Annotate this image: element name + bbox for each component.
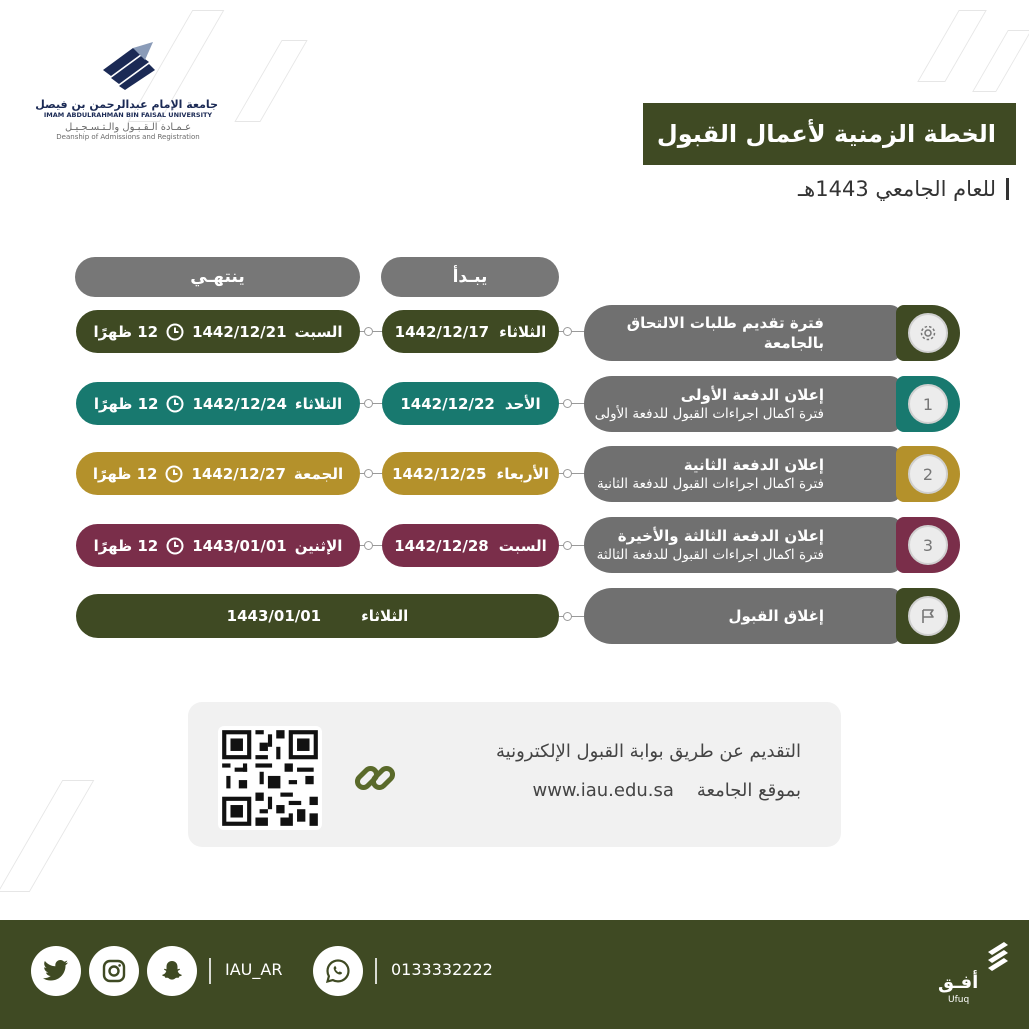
portal-url-link[interactable]: www.iau.edu.sa — [532, 780, 674, 801]
timeline-label — [584, 588, 902, 644]
start-date: 1442/12/28 — [394, 536, 489, 555]
start-day: الثلاثاء — [499, 322, 547, 341]
timeline-label-sub: فترة اكمال اجراءات القبول للدفعة الثالثة — [596, 546, 824, 563]
column-header-end-label: ينتهـي — [190, 267, 245, 287]
university-name-ar: جامعة الإمام عبدالرحمن بن فيصل — [35, 98, 218, 111]
end-date: 1443/01/01 — [192, 536, 287, 555]
flag-icon — [908, 596, 948, 636]
decorative-shape — [234, 40, 307, 122]
social-handle: IAU_AR — [225, 960, 283, 979]
ufuq-logo — [936, 940, 1016, 1010]
timeline-label-main: فترة تقديم طلبات الالتحاق بالجامعة — [626, 314, 824, 352]
instagram-icon — [102, 959, 126, 983]
gear-icon — [908, 313, 948, 353]
end-date-pill — [76, 310, 360, 353]
column-header-end — [75, 257, 360, 297]
step-number-badge: 1 — [908, 384, 948, 424]
timeline-label — [584, 446, 902, 502]
qr-code[interactable] — [218, 726, 322, 830]
end-date-pill — [76, 524, 360, 567]
timeline-label — [584, 376, 902, 432]
start-date-pill — [382, 524, 559, 567]
end-day: الثلاثاء — [294, 394, 343, 413]
decorative-shape — [917, 10, 987, 82]
end-day: الإثنين — [294, 536, 343, 555]
timeline-label-main: إعلان الدفعة الثالثة والأخيرة — [617, 526, 824, 545]
end-date-pill — [76, 382, 360, 425]
link-icon — [352, 755, 398, 801]
decorative-shape — [0, 780, 94, 892]
whatsapp-button[interactable] — [313, 946, 363, 996]
start-date-pill — [382, 452, 559, 495]
start-day: الأحد — [504, 394, 541, 413]
footer-divider — [209, 958, 211, 984]
column-header-start-label: يبـدأ — [452, 267, 488, 287]
page-subtitle: للعام الجامعي 1443هـ — [798, 178, 1009, 200]
snapchat-icon — [160, 959, 184, 983]
end-time: 12 ظهرًا — [93, 394, 159, 413]
start-day: السبت — [498, 536, 547, 555]
end-date: 1442/12/24 — [192, 394, 287, 413]
clock-icon — [166, 537, 184, 555]
deanship-name-en: Deanship of Admissions and Registration — [56, 133, 200, 141]
portal-website-line — [532, 780, 801, 801]
closing-day: الثلاثاء — [361, 607, 409, 625]
timeline-label-main: إعلان الدفعة الأولى — [680, 385, 824, 404]
column-header-start — [381, 257, 559, 297]
clock-icon — [165, 465, 183, 483]
timeline-label — [584, 305, 902, 361]
university-logo — [35, 40, 218, 160]
closing-date-pill — [76, 594, 559, 638]
start-date: 1442/12/25 — [392, 464, 487, 483]
university-name-en: IMAM ABDULRAHMAN BIN FAISAL UNIVERSITY — [43, 111, 213, 119]
timeline-label-main: إغلاق القبول — [728, 607, 824, 625]
timeline-label — [584, 517, 902, 573]
end-day: السبت — [294, 322, 343, 341]
twitter-button[interactable] — [31, 946, 81, 996]
timeline-label-sub: فترة اكمال اجراءات القبول للدفعة الثانية — [596, 475, 824, 492]
instagram-button[interactable] — [89, 946, 139, 996]
start-day: الأربعاء — [496, 464, 549, 483]
timeline-label-sub: فترة اكمال اجراءات القبول للدفعة الأولى — [594, 405, 824, 422]
end-time: 12 ظهرًا — [92, 464, 158, 483]
university-emblem-icon — [93, 40, 163, 98]
phone-number[interactable]: 0133332222 — [391, 960, 493, 979]
footer-divider — [375, 958, 377, 984]
portal-website-prefix: بموقع الجامعة — [696, 780, 801, 801]
page-title — [643, 103, 1016, 165]
clock-icon — [166, 395, 184, 413]
start-date-pill — [382, 382, 559, 425]
end-date: 1442/12/27 — [191, 464, 286, 483]
decorative-shape — [972, 30, 1029, 92]
start-date: 1442/12/22 — [400, 394, 495, 413]
closing-date: 1443/01/01 — [226, 607, 322, 625]
step-number-badge: 3 — [908, 525, 948, 565]
snapchat-button[interactable] — [147, 946, 197, 996]
whatsapp-icon — [325, 958, 351, 984]
deanship-name-ar: عـمـادة الـقـبـول والـتـسـجـيـل — [64, 122, 192, 133]
end-time: 12 ظهرًا — [93, 536, 159, 555]
twitter-icon — [43, 960, 69, 982]
clock-icon — [166, 323, 184, 341]
ufuq-emblem-icon — [982, 940, 1014, 976]
end-date: 1442/12/21 — [192, 322, 287, 341]
ufuq-brand-en: Ufuq — [948, 995, 970, 1005]
portal-description: التقديم عن طريق بوابة القبول الإلكترونية — [496, 741, 801, 762]
start-date: 1442/12/17 — [394, 322, 490, 341]
step-number-badge: 2 — [908, 454, 948, 494]
timeline-label-main: إعلان الدفعة الثانية — [683, 455, 824, 474]
end-day: الجمعة — [293, 464, 344, 483]
start-date-pill — [382, 310, 559, 353]
ufuq-brand-ar: أفـق — [938, 972, 979, 993]
end-date-pill — [76, 452, 360, 495]
page-title-text: الخطة الزمنية لأعمال القبول — [656, 120, 996, 148]
end-time: 12 ظهرًا — [93, 322, 159, 341]
qr-code-icon — [218, 726, 322, 830]
